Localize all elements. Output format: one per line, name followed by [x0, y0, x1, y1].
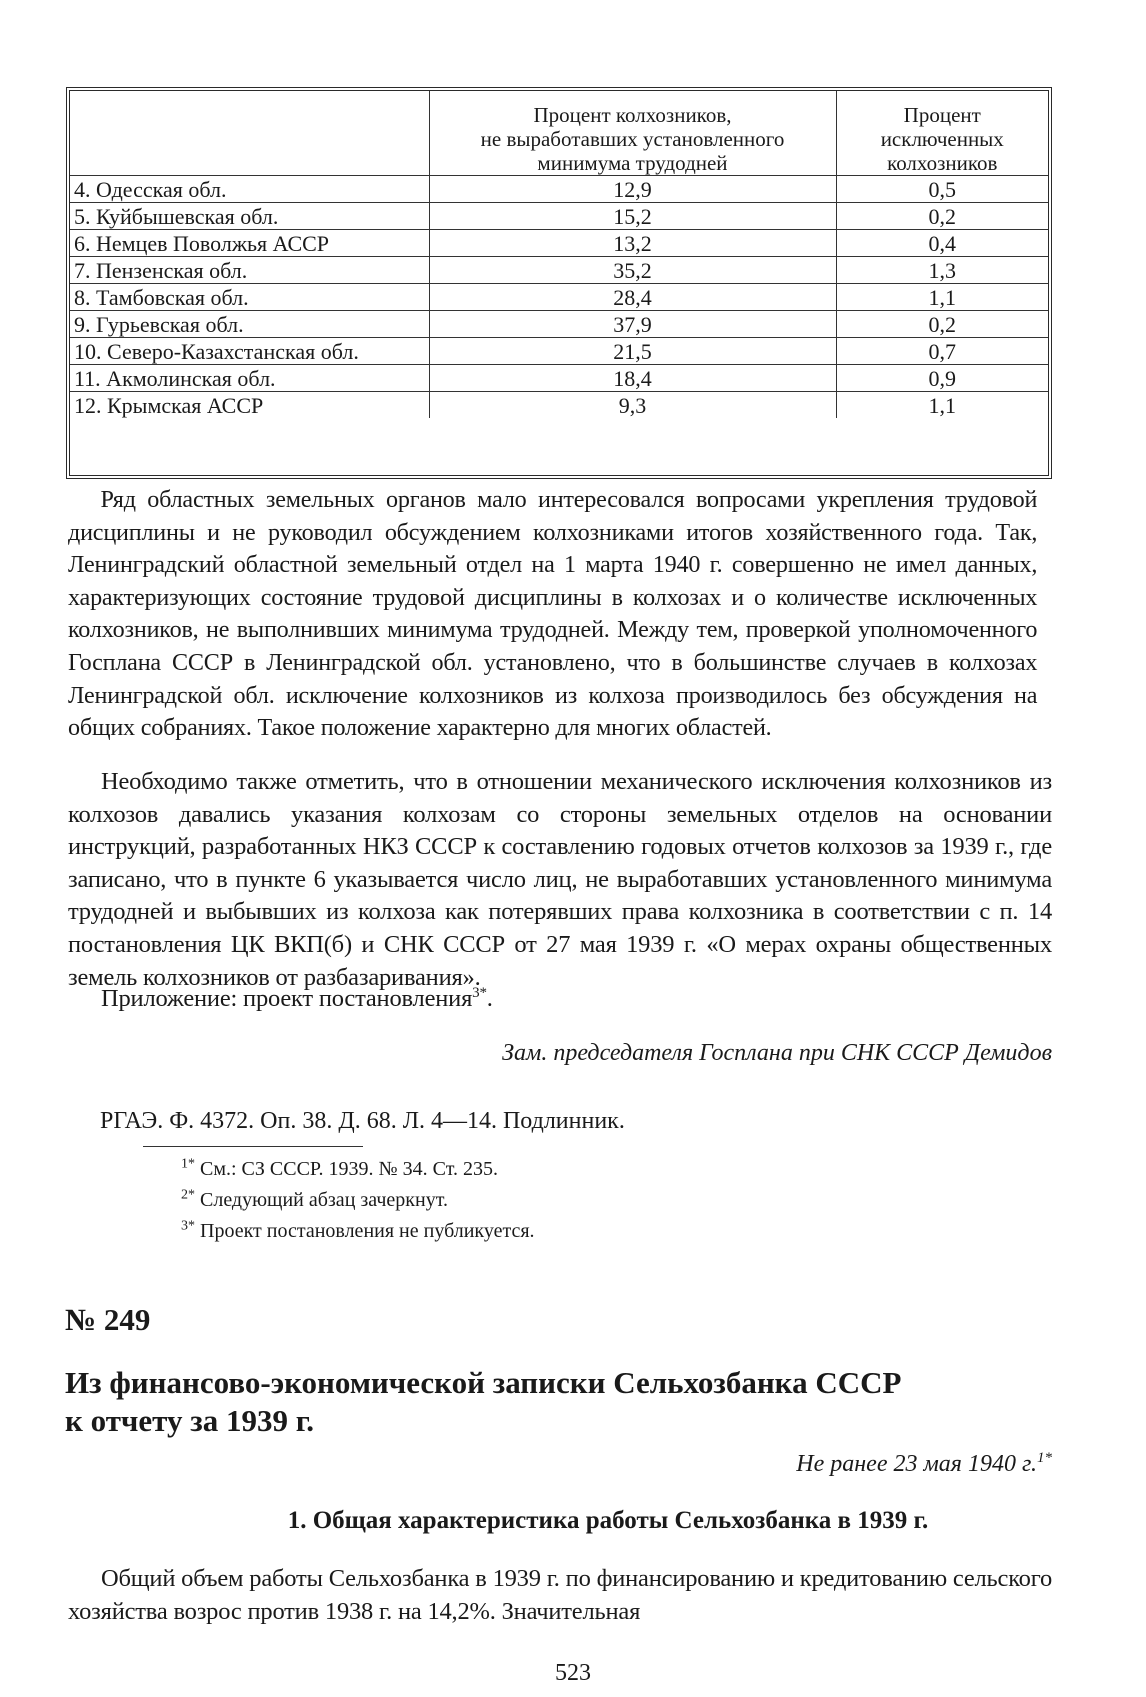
excluded-cell: 0,2	[836, 203, 1048, 230]
table-row	[70, 311, 1048, 338]
region-cell: 4. Одесская обл.	[70, 176, 429, 203]
not-worked-cell: 35,2	[429, 257, 836, 284]
excluded-cell: 1,1	[836, 392, 1048, 419]
statistics-table	[66, 87, 1052, 479]
excluded-cell: 1,1	[836, 284, 1048, 311]
footnote-ref[interactable]: 1*	[1037, 1450, 1052, 1466]
excluded-cell: 0,7	[836, 338, 1048, 365]
paragraph-discipline: Ряд областных земельных органов мало интересовался вопросами укрепления трудовой дисциплины и не руководил обсуждением колхозниками итогов хозяйственного года. Так, Ленинградский областной земельный отдел на 1 марта 1940 г. совершенно не имел данных, характеризующих состояние трудовой дисциплины в колхозах и о количестве исключенных колхозников, не выполнивших минимума трудодней. Между тем, проверкой уполномоченного Госплана СССР в Ленинградской обл. установлено, что в большинстве случаев в колхозах Ленинградской обл. исключение колхозников из колхоза производилось без обсуждения на общих собраниях. Такое положение характерно для многих областей.	[68, 486, 1038, 742]
table-row	[70, 230, 1048, 257]
table-header-row	[70, 91, 1048, 176]
excluded-cell: 0,2	[836, 311, 1048, 338]
archive-reference: РГАЭ. Ф. 4372. Оп. 38. Д. 68. Л. 4—14. Подлинник.	[100, 1108, 625, 1134]
not-worked-cell: 12,9	[429, 176, 836, 203]
not-worked-cell: 15,2	[429, 203, 836, 230]
paragraph-exclusion: Необходимо также отметить, что в отношении механического исключения колхозников из колхозов давались указания колхозам со стороны земельных отделов на основании инструкций, разработанных НКЗ СССР к составлению годовых отчетов колхозов за 1939 г., где записано, что в пункте 6 указывается число лиц, не выработавших установленного минимума трудодней и выбывших из колхоза как потерявших права колхозника в соответствии с п. 14 постановления ЦК ВКП(б) и СНК СССР от 27 мая 1939 г. «О мерах охраны общественных земель колхозников от разбазаривания».	[68, 768, 1052, 991]
region-cell: 8. Тамбовская обл.	[70, 284, 429, 311]
region-cell: 5. Куйбышевская обл.	[70, 203, 429, 230]
not-worked-cell: 37,9	[429, 311, 836, 338]
excluded-cell: 0,5	[836, 176, 1048, 203]
document-date: Не ранее 23 мая 1940 г.$^{1*}$	[796, 1450, 1052, 1477]
region-cell: 6. Немцев Поволжья АССР	[70, 230, 429, 257]
region-cell: 11. Акмолинская обл.	[70, 365, 429, 392]
region-cell: 12. Крымская АССР	[70, 392, 429, 419]
footnote-divider	[143, 1146, 363, 1147]
footnote-ref[interactable]: 3*	[472, 984, 487, 1001]
footnotes	[181, 1154, 535, 1247]
table-row	[70, 257, 1048, 284]
document-title: Из финансово-экономической записки Сельхозбанка СССР к отчету за 1939 г.	[65, 1365, 902, 1438]
paragraph-overview: Общий объем работы Сельхозбанка в 1939 г. по финансированию и кредитованию сельского хозяйства возрос против 1938 г. на 14,2%. Значительная	[68, 1565, 1052, 1625]
header-region	[70, 91, 429, 176]
region-cell: 10. Северо-Казахстанская обл.	[70, 338, 429, 365]
excluded-cell: 1,3	[836, 257, 1048, 284]
table-row	[70, 284, 1048, 311]
table-row	[70, 338, 1048, 365]
not-worked-cell: 9,3	[429, 392, 836, 419]
footnote-item: $^{1*}$ См.: СЗ СССР. 1939. № 34. Ст. 235.	[181, 1156, 498, 1180]
page-number: 523	[555, 1660, 591, 1686]
region-cell: 7. Пензенская обл.	[70, 257, 429, 284]
section-heading: 1. Общая характеристика работы Сельхозбанка в 1939 г.	[287, 1507, 929, 1534]
not-worked-cell: 21,5	[429, 338, 836, 365]
header-excluded-pct: Процент исключенных колхозников	[836, 91, 1048, 176]
table-row	[70, 176, 1048, 203]
not-worked-cell: 28,4	[429, 284, 836, 311]
table-row	[70, 365, 1048, 392]
footnote-item: $^{3*}$ Проект постановления не публикуется.	[181, 1218, 535, 1242]
excluded-cell: 0,4	[836, 230, 1048, 257]
region-cell: 9. Гурьевская обл.	[70, 311, 429, 338]
footnote-item: $^{2*}$ Следующий абзац зачеркнут.	[181, 1187, 448, 1211]
header-not-worked-pct: Процент колхозников, не выработавших установленного минимума трудодней	[429, 91, 836, 176]
not-worked-cell: 13,2	[429, 230, 836, 257]
not-worked-cell: 18,4	[429, 365, 836, 392]
excluded-cell: 0,9	[836, 365, 1048, 392]
table-row	[70, 203, 1048, 230]
table-row	[70, 392, 1048, 419]
document-number: № 249	[65, 1302, 151, 1337]
signature: Зам. председателя Госплана при СНК СССР Демидов	[502, 1040, 1052, 1066]
paragraph-appendix: Приложение: проект постановления$^{3*}$.	[101, 984, 493, 1012]
